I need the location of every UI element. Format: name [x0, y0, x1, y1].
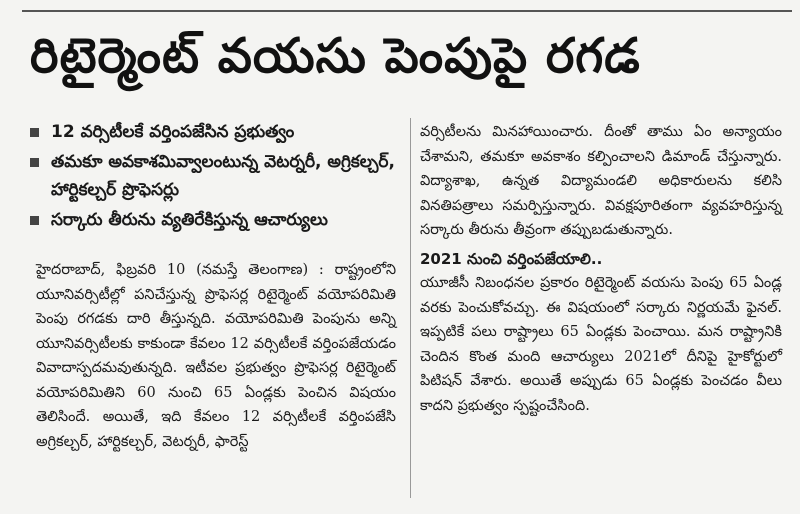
headline: రిటైర్మెంట్ వయసు పెంపుపై రగడ — [30, 28, 641, 84]
article-right-column — [420, 120, 782, 418]
highlight-item — [30, 148, 410, 204]
highlight-item — [30, 206, 410, 234]
square-bullet-icon — [30, 158, 39, 167]
article-left-column — [36, 258, 396, 454]
article-subheading: 2021 నుంచి వర్తింపజేయాలి.. — [420, 249, 603, 268]
highlight-item — [30, 118, 410, 146]
highlights-list — [30, 118, 410, 236]
highlight-text: సర్కారు తీరును వ్యతిరేకిస్తున్న ఆచార్యులు — [51, 210, 328, 230]
column-divider — [410, 118, 411, 498]
square-bullet-icon — [30, 216, 39, 225]
article-paragraph: యూజీసీ నిబంధనల ప్రకారం రిటైర్మెంట్ వయసు పెంపు 65 ఏండ్ల వరకు పెంచుకోవచ్చు. ఈ విషయంలో సర్కారు నిర్ణయమే ఫైనల్. ఇప్పటికే పలు రాష్ట్రాలు 65 ఏండ్లకు పెంచాయి. మన రాష్ట్రానికి చెందిన కొంత మంది ఆచార్యులు 2021లో దీనిపై హైకోర్టులో పిటిషన్ వేశారు. అయితే అప్పుడు 65 ఏండ్లకు పెంచడం వీలు కాదని ప్రభుత్వం స్పష్టంచేసింది. — [420, 275, 782, 414]
square-bullet-icon — [30, 128, 39, 137]
article-paragraph: వర్సిటీలను మినహాయించారు. దీంతో తాము ఏం అన్యాయం చేశామని, తమకూ అవకాశం కల్పించాలని డిమాండ్ చేస్తున్నారు. విద్యాశాఖ, ఉన్నత విద్యామండలి అధికారులను కలిసి వినతిపత్రాలు సమర్పిస్తున్నారు. వివక్షపూరితంగా వ్యవహరిస్తున్న సర్కారు తీరును తీవ్రంగా తప్పుబడుతున్నారు. — [420, 124, 782, 238]
highlight-text: 12 వర్సిటీలకే వర్తింపజేసిన ప్రభుత్వం — [51, 122, 295, 142]
top-rule — [22, 10, 792, 12]
article-paragraph: హైదరాబాద్, ఫిబ్రవరి 10 (నమస్తే తెలంగాణ) : రాష్ట్రంలోని యూనివర్సిటీల్లో పనిచేస్తున్న ప్రొఫెసర్ల రిటైర్మెంట్ వయోపరిమితి పెంపు రగడకు దారి తీస్తున్నది. వయోపరిమితి పెంపును అన్ని యూనివర్సిటీలకు కాకుండా కేవలం 12 వర్సిటీలకే వర్తింపజేయడం వివాదాస్పదమవుతున్నది. ఇటీవల ప్రభుత్వం ప్రొఫెసర్ల రిటైర్మెంట్ వయోపరిమితిని 60 నుంచి 65 ఏండ్లకు పెంచిన విషయం తెలిసిందే. అయితే, ఇది కేవలం 12 వర్సిటీలకే వర్తింపజేసి అగ్రికల్చర్, హార్టికల్చర్, వెటర్నరీ, ఫారెస్ట్ — [36, 262, 396, 450]
highlight-text: తమకూ అవకాశమివ్వాలంటున్న వెటర్నరీ, అగ్రికల్చర్, హార్టికల్చర్ ప్రొఫెసర్లు — [51, 152, 395, 200]
